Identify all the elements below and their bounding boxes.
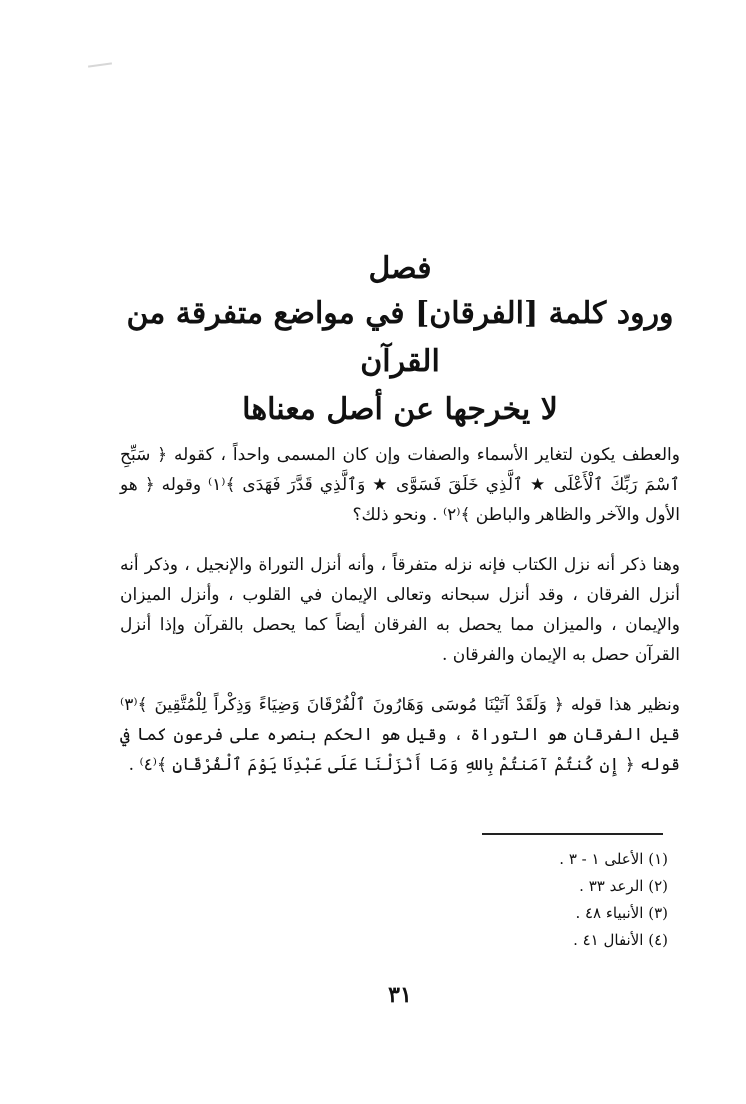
footnote-4: (٤) الأنفال ٤١ . bbox=[573, 931, 668, 949]
footnote-2: (٢) الرعد ٣٣ . bbox=[579, 877, 668, 895]
paragraph-1: والعطف يكون لتغاير الأسماء والصفات وإن كان المسمى واحداً ، كقوله ﴿ سَبِّحِ ٱسْمَ رَبِّكَ ٱلْأَعْلَى ★ ٱلَّذِي خَلَقَ فَسَوَّى ★ وَٱلَّذِي قَدَّرَ فَهَدَى ﴾⁽١⁾ وقوله ﴿ هو الأول والآخر والظاهر والباطن ﴾⁽٢⁾ . ونحو ذلك؟ bbox=[120, 445, 680, 525]
paragraph-2: وهنا ذكر أنه نزل الكتاب فإنه نزله متفرقاً ، وأنه أنزل التوراة والإنجيل ، وذكر أنه أنزل الفرقان ، وقد أنزل سبحانه وتعالى الإيمان في القلوب ، وأنزل الميزان والإيمان ، والميزان مما يحصل به الفرقان أيضاً كما يحصل بالقرآن وإذا أنزل القرآن حصل به الإيمان والفرقان . bbox=[120, 555, 680, 665]
section-title-line-2: لا يخرجها عن أصل معناها bbox=[242, 392, 558, 427]
scan-artifact bbox=[88, 62, 112, 67]
section-heading bbox=[120, 248, 680, 434]
paragraph-3: ونظير هذا قوله ﴿ وَلَقَدْ آتَيْنَا مُوسَى وَهَارُونَ ٱلْفُرْقَانَ وَضِيَاءً وَذِكْراً لِلْمُتَّقِينَ ﴾⁽٣⁾ قيل الفرقان هو التوراة ، وقيل هو الحكم بنصره على فرعون كما في قوله ﴿ إِن كُنتُمْ آمَنتُمْ بِاللهِ وَمَا أَنْزَلْنَا عَلَى عَبْدِنَا يَوْمَ ٱلْفُرْقَانِ ﴾⁽٤⁾ . bbox=[120, 695, 680, 775]
footnote-1: (١) الأعلى ١ - ٣ . bbox=[559, 850, 668, 868]
footnotes bbox=[330, 846, 668, 954]
body-text bbox=[120, 440, 680, 800]
footnote-divider bbox=[482, 833, 663, 835]
chapter-label: فصل bbox=[368, 251, 432, 286]
page-number: ٣١ bbox=[388, 982, 412, 1008]
section-title-line-1: ورود كلمة [الفرقان] في مواضع متفرقة من القرآن bbox=[126, 296, 674, 379]
footnote-3: (٣) الأنبياء ٤٨ . bbox=[575, 904, 668, 922]
